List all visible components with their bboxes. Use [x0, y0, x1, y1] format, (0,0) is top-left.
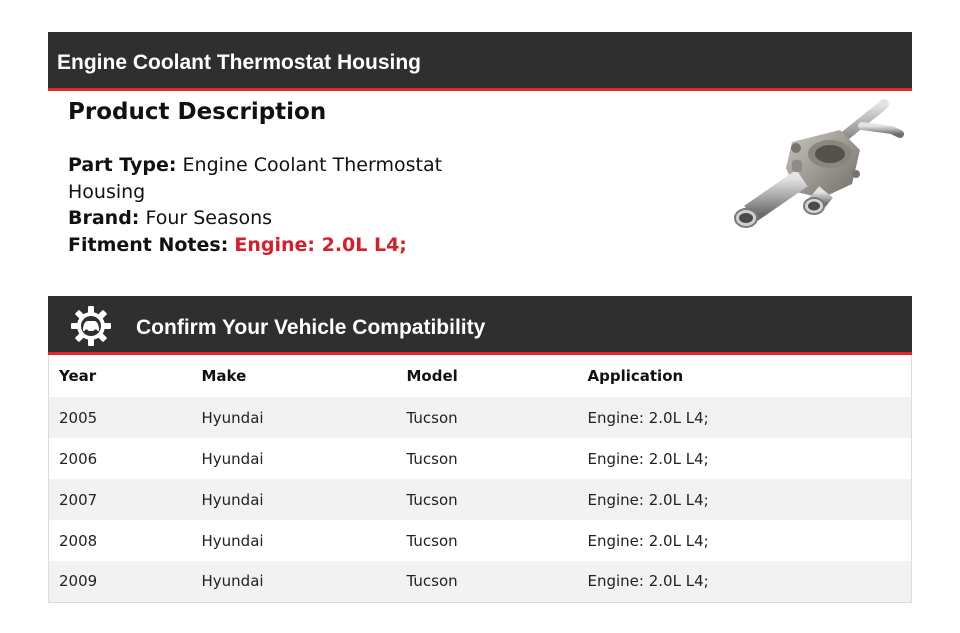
description-details — [68, 152, 508, 258]
column-header-application: Application — [587, 367, 684, 385]
compatibility-banner — [48, 296, 912, 355]
cell-year: 2005 — [49, 397, 192, 438]
compatibility-table — [48, 355, 912, 603]
brand-label: Brand: — [68, 207, 140, 229]
description-heading: Product Description — [68, 99, 327, 125]
cell-year: 2008 — [59, 531, 98, 550]
product-image — [722, 96, 908, 242]
fitment-line — [68, 232, 508, 259]
product-title-banner — [48, 32, 912, 91]
product-title: Engine Coolant Thermostat Housing — [57, 51, 422, 74]
cell-model: Tucson — [406, 449, 458, 468]
compatibility-title: Confirm Your Vehicle Compatibility — [136, 316, 486, 339]
cell-year: 2007 — [49, 479, 192, 520]
cell-year: 2006 — [59, 449, 98, 468]
cell-make: Hyundai — [201, 449, 264, 468]
cell-application: Engine: 2.0L L4; — [578, 397, 912, 438]
product-description-section — [68, 96, 508, 258]
part-type-label: Part Type: — [68, 154, 177, 176]
cell-application: Engine: 2.0L L4; — [578, 479, 912, 520]
column-header-make: Make — [201, 367, 247, 385]
part-type-line — [68, 152, 508, 205]
cell-application: Engine: 2.0L L4; — [578, 561, 912, 602]
brand-value: Four Seasons — [145, 207, 273, 229]
table-row — [49, 561, 912, 602]
cell-model: Tucson — [406, 531, 458, 550]
cell-model: Tucson — [397, 561, 578, 602]
table-row — [49, 520, 912, 561]
cell-make: Hyundai — [201, 531, 264, 550]
cell-year: 2009 — [49, 561, 192, 602]
fitment-label: Fitment Notes: — [68, 233, 229, 256]
column-header-model: Model — [406, 367, 458, 385]
cell-model: Tucson — [397, 397, 578, 438]
fitment-value: Engine: 2.0L L4; — [234, 233, 407, 256]
cell-make: Hyundai — [192, 561, 397, 602]
gear-car-icon — [69, 304, 113, 348]
table-row — [49, 397, 912, 438]
brand-line — [68, 205, 508, 232]
cell-make: Hyundai — [192, 397, 397, 438]
table-row — [49, 438, 912, 479]
cell-make: Hyundai — [192, 479, 397, 520]
table-row — [49, 479, 912, 520]
cell-application: Engine: 2.0L L4; — [587, 531, 709, 550]
table-header-row — [49, 355, 912, 397]
cell-model: Tucson — [397, 479, 578, 520]
column-header-year: Year — [59, 367, 97, 385]
part-type-value: Engine Coolant Thermostat Housing — [68, 154, 443, 203]
cell-application: Engine: 2.0L L4; — [587, 449, 709, 468]
